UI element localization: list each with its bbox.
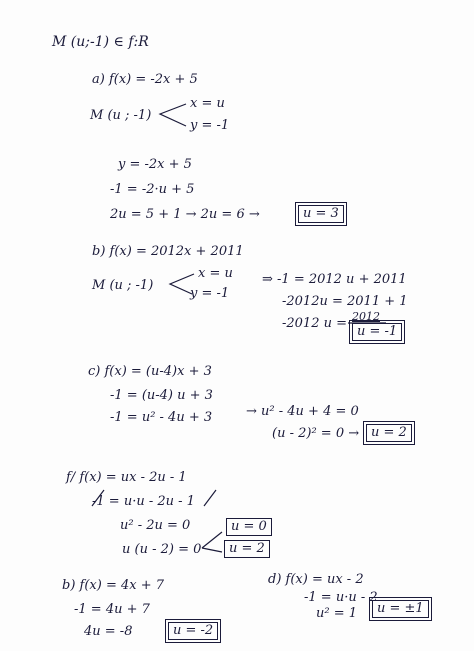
part-a-brace [160, 104, 186, 126]
part-b1-answer: u = -1 [352, 323, 402, 341]
part-c-answer: u = 2 [366, 424, 412, 442]
part-c-title: c) f(x) = (u-4)x + 3 [88, 364, 212, 379]
part-b1-point: M (u ; -1) [92, 278, 154, 293]
part-f-line1: -1 = u·u - 2u - 1 [92, 494, 195, 509]
part-b1-brace-y: y = -1 [190, 286, 230, 301]
part-c-line1: -1 = (u-4) u + 3 [110, 388, 213, 403]
part-d-answer: u = ±1 [372, 600, 429, 618]
part-d-line2: u² = 1 [316, 606, 358, 621]
part-a-line2: -1 = -2·u + 5 [110, 182, 195, 197]
part-f-answer-1: u = 0 [226, 518, 272, 536]
part-c-step1: → u² - 4u + 4 = 0 [246, 404, 359, 419]
part-f-line3: u (u - 2) = 0 [122, 542, 202, 557]
part-a-line1: y = -2x + 5 [118, 157, 192, 172]
part-f-answer-2: u = 2 [224, 540, 270, 558]
problem-header: M (u;-1) ∈ f:R [52, 34, 149, 50]
part-b2-line2: 4u = -8 [84, 624, 133, 639]
part-a-line3: 2u = 5 + 1 → 2u = 6 → [110, 207, 260, 222]
part-f-title: f/ f(x) = ux - 2u - 1 [66, 470, 187, 485]
part-b1-step1: ⇒ -1 = 2012 u + 2011 [262, 272, 407, 287]
part-b2-line1: -1 = 4u + 7 [74, 602, 150, 617]
part-b1-step3: -2012 u = [282, 316, 348, 331]
part-a-title: a) f(x) = -2x + 5 [92, 72, 198, 87]
part-c-line2: -1 = u² - 4u + 3 [110, 410, 213, 425]
part-d-title: d) f(x) = ux - 2 [268, 572, 364, 587]
part-f-split-arrow [202, 532, 222, 552]
part-f-strike-right [204, 490, 216, 506]
part-b1-title: b) f(x) = 2012x + 2011 [92, 244, 244, 259]
part-d-line1: -1 = u·u - 2 [304, 590, 378, 605]
part-b2-title: b) f(x) = 4x + 7 [62, 578, 165, 593]
part-a-point: M (u ; -1) [90, 108, 152, 123]
part-b2-answer: u = -2 [168, 622, 218, 640]
part-b1-step2: -2012u = 2011 + 1 [282, 294, 408, 309]
part-a-brace-x: x = u [190, 96, 225, 111]
part-c-step2: (u - 2)² = 0 → [272, 426, 360, 441]
part-a-brace-y: y = -1 [190, 118, 230, 133]
part-f-line2: u² - 2u = 0 [120, 518, 191, 533]
part-a-answer: u = 3 [298, 205, 344, 223]
part-b1-step3-numerator: 2012 [352, 310, 380, 323]
part-b1-brace-x: x = u [198, 266, 233, 281]
